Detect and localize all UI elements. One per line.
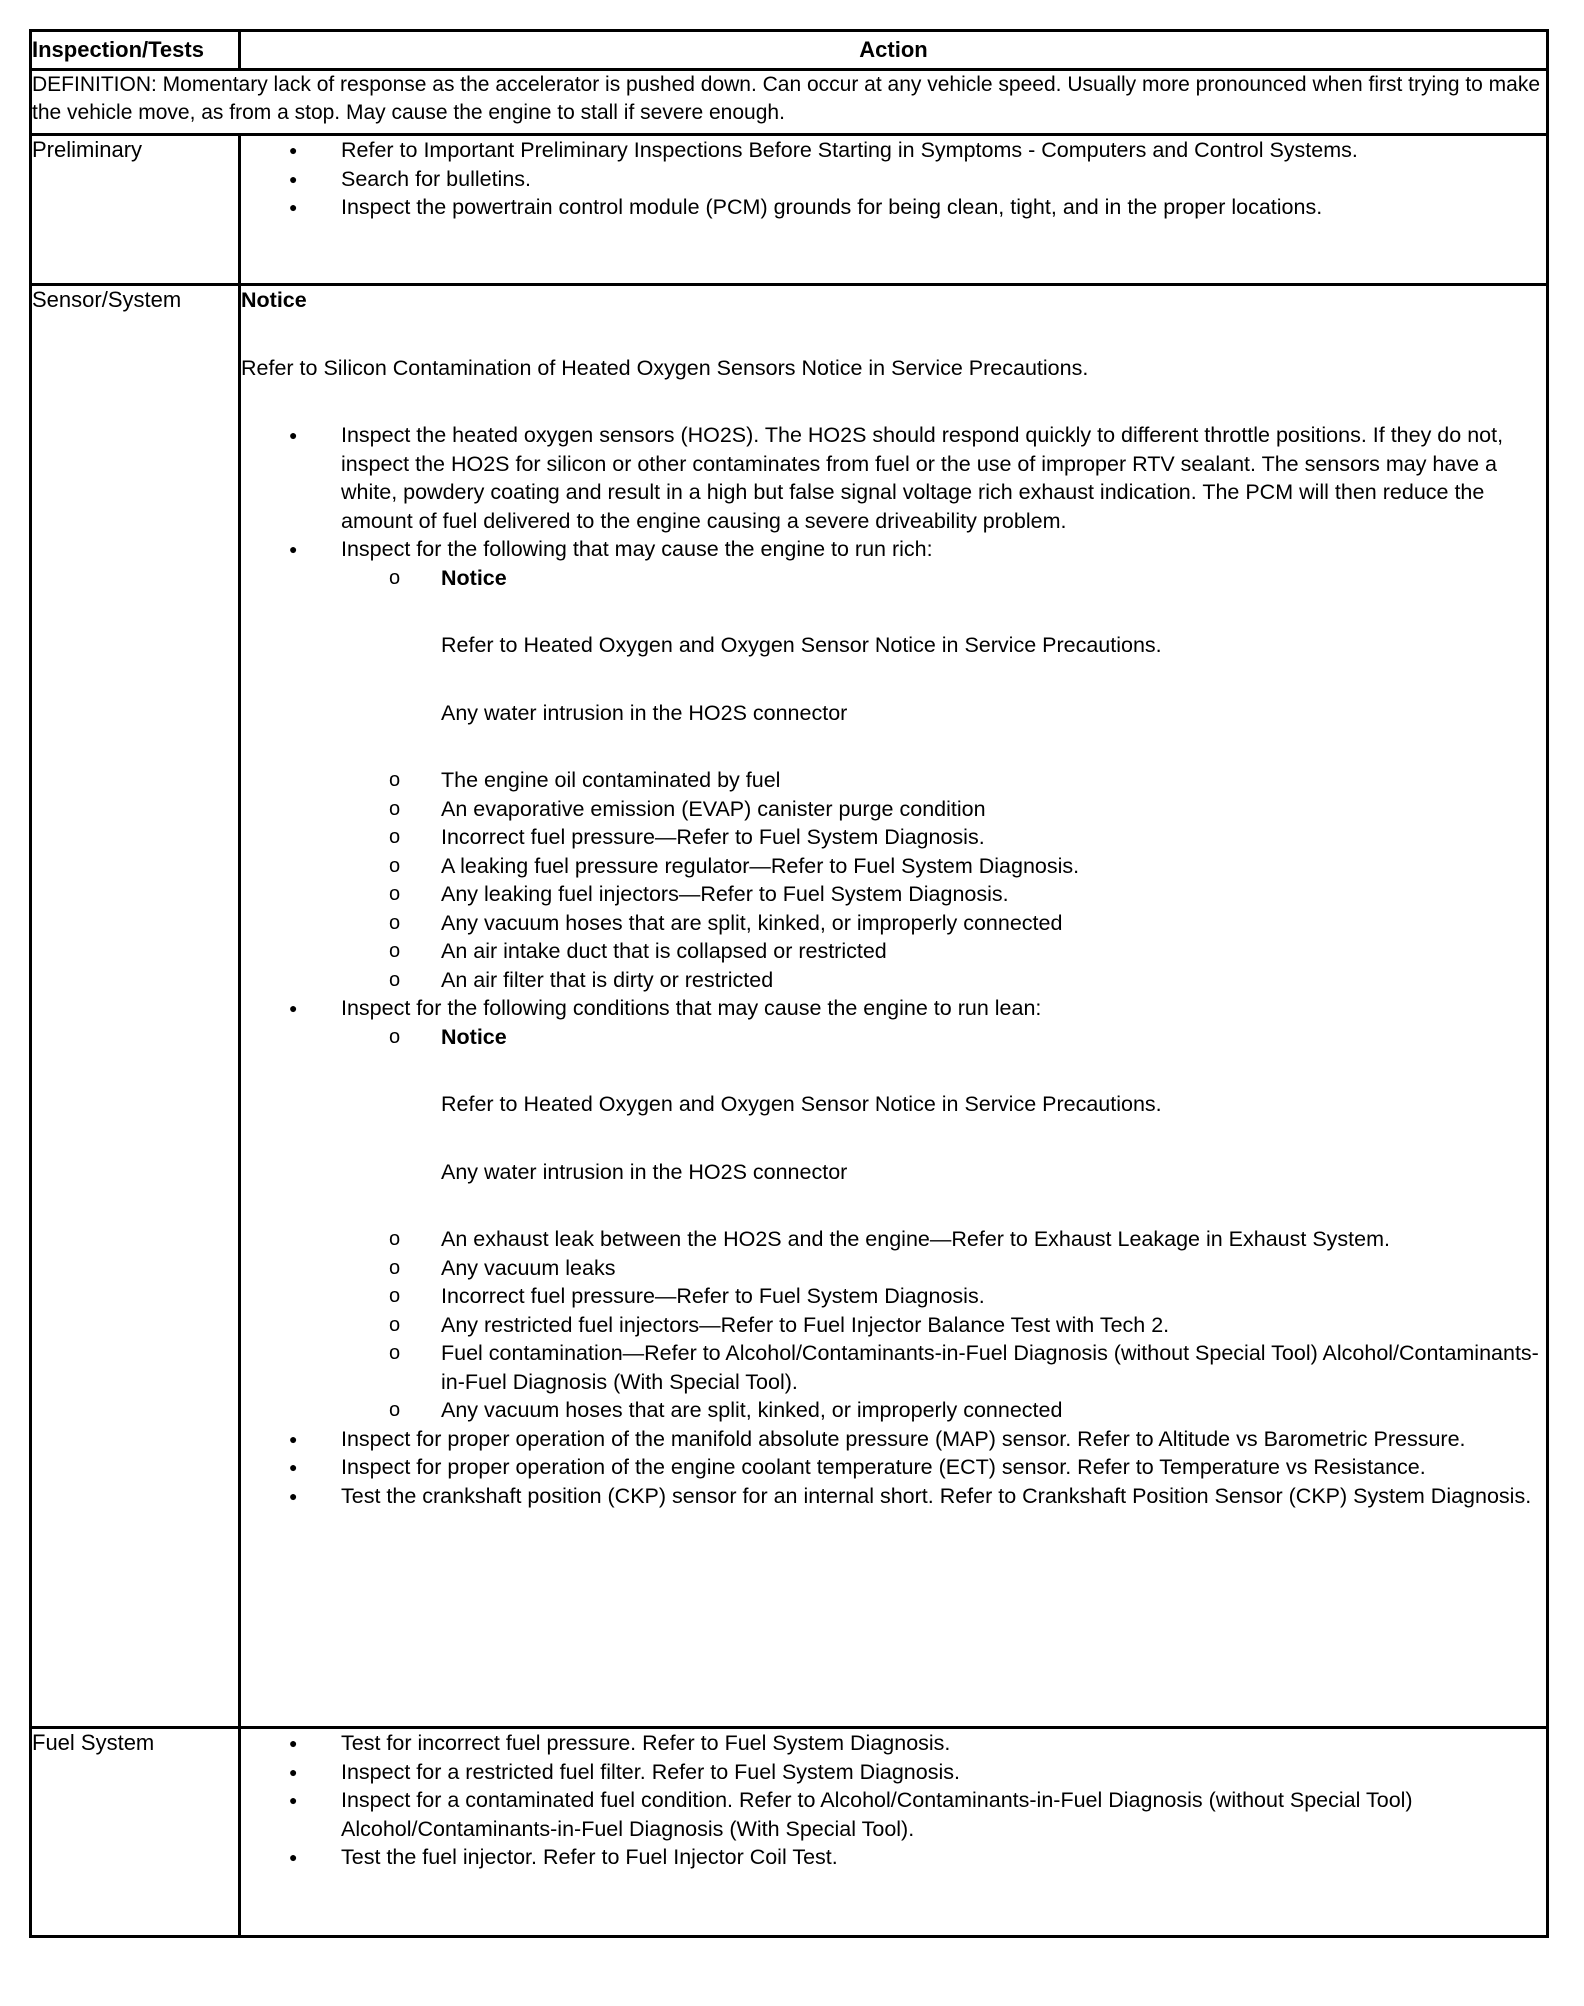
circle-bullet-icon: o bbox=[389, 1285, 401, 1307]
fuel-system-row bbox=[31, 1728, 1548, 1937]
fuel-system-actions bbox=[240, 1728, 1548, 1937]
fuel-system-label: Fuel System bbox=[31, 1728, 240, 1937]
circle-bullet-icon: o bbox=[389, 1342, 401, 1364]
sensor-system-list bbox=[241, 421, 1546, 1510]
list-item: ● Test the fuel injector. Refer to Fuel Injector Coil Test. bbox=[241, 1843, 1546, 1872]
list-item: o An exhaust leak between the HO2S and the engine—Refer to Exhaust Leakage in Exhaust System. bbox=[241, 1225, 1546, 1254]
notice-title: Notice bbox=[241, 288, 307, 312]
list-item: o Any restricted fuel injectors—Refer to Fuel Injector Balance Test with Tech 2. bbox=[241, 1311, 1546, 1340]
list-item: o Notice Refer to Heated Oxygen and Oxygen Sensor Notice in Service Precautions. Any water intrusion in the HO2S connector bbox=[389, 565, 1162, 725]
circle-bullet-icon: o bbox=[389, 826, 401, 848]
list-item: ● Inspect for the following that may cause the engine to run rich: o Notice Refer to Heated Oxygen and Oxygen Sensor Notice in Service Precautions. Any water intrusion in the HO2S connector o The engine oil contaminated by fuel o An evaporative emission (EVAP) canister purge condition o Incorrect fuel pressure—Refer to Fuel System Diagnosis. o A leaking fuel pressure regulator—Refer to Fuel System Diagnosis. o Any leaking fuel injectors—Refer to Fuel System Diagnosis. o Any vacuum hoses that are split, kinked, or improperly connected o An air intake duct that is collapsed or restricted o An air filter that is dirty or restricted bbox=[241, 535, 1546, 994]
list-item: o Fuel contamination—Refer to Alcohol/Contaminants-in-Fuel Diagnosis (without Special Tool) Alcohol/Contaminants-in-Fuel Diagnosis (With Special Tool). bbox=[389, 1341, 1539, 1394]
circle-bullet-icon: o bbox=[389, 883, 401, 905]
bullet-icon: ● bbox=[289, 541, 298, 557]
definition-text: DEFINITION: Momentary lack of response as the accelerator is pushed down. Can occur at any vehicle speed. Usually more pronounced when first trying to make the vehicle move, as from a stop. May cause the engine to stall if severe enough. bbox=[31, 70, 1548, 135]
header-row bbox=[31, 31, 1548, 70]
list-item: ● Inspect for proper operation of the manifold absolute pressure (MAP) sensor. Refer to Altitude vs Barometric Pressure. bbox=[241, 1425, 1546, 1454]
sensor-system-label: Sensor/System bbox=[31, 285, 240, 1728]
definition-row bbox=[31, 70, 1548, 135]
bullet-icon: ● bbox=[289, 199, 298, 215]
circle-bullet-icon: o bbox=[389, 769, 401, 791]
rich-conditions-list bbox=[241, 564, 1546, 995]
lean-conditions-list bbox=[241, 1023, 1546, 1425]
circle-bullet-icon: o bbox=[389, 1399, 401, 1421]
list-item: ● Refer to Important Preliminary Inspections Before Starting in Symptoms - Computers and Control Systems. bbox=[241, 136, 1546, 165]
list-item: o An evaporative emission (EVAP) canister purge condition bbox=[241, 795, 1546, 824]
circle-bullet-icon: o bbox=[389, 566, 401, 589]
list-item: ● Inspect for the following conditions that may cause the engine to run lean: o Notice Refer to Heated Oxygen and Oxygen Sensor Notice in Service Precautions. Any water intrusion in the HO2S connector o An exhaust leak between the HO2S and the engine—Refer to Exhaust Leakage in Exhaust System. o Any vacuum leaks o Incorrect fuel pressure—Refer to Fuel System Diagnosis. o Any restricted fuel injectors—Refer to Fuel Injector Balance Test with Tech 2. o Fuel contamination—Refer to Alcohol/Contaminants-in-Fuel Diagnosis (without Special Tool) Alcohol/Contaminants-in-Fuel Diagnosis (With Special Tool). o Any vacuum hoses that are split, kinked, or improperly connected bbox=[241, 994, 1546, 1425]
list-item: o An air intake duct that is collapsed or restricted bbox=[241, 937, 1546, 966]
fuel-system-list bbox=[241, 1729, 1546, 1872]
list-item: o Any vacuum leaks bbox=[241, 1254, 1546, 1283]
preliminary-row bbox=[31, 135, 1548, 285]
header-action: Action bbox=[240, 31, 1548, 70]
list-item: o Any vacuum hoses that are split, kinked, or improperly connected bbox=[241, 1396, 1546, 1425]
bullet-icon: ● bbox=[289, 142, 298, 158]
list-item: o An air filter that is dirty or restricted bbox=[241, 966, 1546, 995]
preliminary-list bbox=[241, 136, 1546, 222]
circle-bullet-icon: o bbox=[389, 940, 401, 962]
list-item: o The engine oil contaminated by fuel bbox=[241, 766, 1546, 795]
list-item: o Any vacuum hoses that are split, kinked, or improperly connected bbox=[241, 909, 1546, 938]
list-item: o Any leaking fuel injectors—Refer to Fuel System Diagnosis. bbox=[241, 880, 1546, 909]
circle-bullet-icon: o bbox=[389, 1025, 401, 1048]
bullet-icon: ● bbox=[289, 1763, 298, 1780]
list-item: ● Inspect the powertrain control module (PCM) grounds for being clean, tight, and in the proper locations. bbox=[241, 193, 1546, 222]
list-item: ● Search for bulletins. bbox=[241, 165, 1546, 194]
list-item: ● Inspect for a contaminated fuel condition. Refer to Alcohol/Contaminants-in-Fuel Diagnosis (without Special Tool) Alcohol/Contaminants-in-Fuel Diagnosis (With Special Tool). bbox=[289, 1788, 1413, 1841]
circle-bullet-icon: o bbox=[389, 1256, 401, 1279]
circle-bullet-icon: o bbox=[389, 1228, 401, 1250]
bullet-icon: ● bbox=[289, 1735, 298, 1751]
list-item: ● Inspect for a restricted fuel filter. Refer to Fuel System Diagnosis. bbox=[241, 1758, 1546, 1787]
bullet-icon: ● bbox=[289, 1849, 298, 1865]
diagnostic-table bbox=[29, 29, 1549, 1938]
bullet-icon: ● bbox=[289, 1000, 298, 1016]
preliminary-actions bbox=[240, 135, 1548, 285]
circle-bullet-icon: o bbox=[389, 797, 401, 820]
list-item: o Incorrect fuel pressure—Refer to Fuel System Diagnosis. bbox=[241, 1282, 1546, 1311]
bullet-icon: ● bbox=[289, 427, 298, 443]
circle-bullet-icon: o bbox=[389, 1313, 401, 1336]
list-item: ● Inspect the heated oxygen sensors (HO2S). The HO2S should respond quickly to different throttle positions. If they do not, inspect the HO2S for silicon or other contaminates from fuel or the use of improper RTV sealant. The sensors may have a white, powdery coating and result in a high but false signal voltage rich exhaust indication. The PCM will then reduce the amount of fuel delivered to the engine causing a severe driveability problem. bbox=[289, 423, 1504, 533]
list-item: ● Test the crankshaft position (CKP) sensor for an internal short. Refer to Crankshaft Position Sensor (CKP) System Diagnosis. bbox=[241, 1482, 1546, 1511]
bullet-icon: ● bbox=[289, 1430, 298, 1447]
circle-bullet-icon: o bbox=[389, 911, 401, 934]
bullet-icon: ● bbox=[289, 170, 298, 187]
list-item: o Incorrect fuel pressure—Refer to Fuel System Diagnosis. bbox=[241, 823, 1546, 852]
list-item: o Notice Refer to Heated Oxygen and Oxygen Sensor Notice in Service Precautions. Any water intrusion in the HO2S connector bbox=[389, 1024, 1162, 1184]
circle-bullet-icon: o bbox=[389, 854, 401, 877]
sensor-system-actions bbox=[240, 285, 1548, 1728]
header-inspection-tests: Inspection/Tests bbox=[31, 31, 240, 70]
preliminary-label: Preliminary bbox=[31, 135, 240, 285]
notice-text: Refer to Silicon Contamination of Heated Oxygen Sensors Notice in Service Precautions. bbox=[241, 355, 1089, 380]
circle-bullet-icon: o bbox=[389, 968, 401, 991]
bullet-icon: ● bbox=[289, 1487, 298, 1504]
sensor-system-row bbox=[31, 285, 1548, 1728]
list-item: ● Test for incorrect fuel pressure. Refer to Fuel System Diagnosis. bbox=[241, 1729, 1546, 1758]
list-item: o A leaking fuel pressure regulator—Refer to Fuel System Diagnosis. bbox=[241, 852, 1546, 881]
bullet-icon: ● bbox=[289, 1459, 298, 1475]
bullet-icon: ● bbox=[289, 1792, 298, 1808]
list-item: ● Inspect for proper operation of the engine coolant temperature (ECT) sensor. Refer to Temperature vs Resistance. bbox=[241, 1453, 1546, 1482]
